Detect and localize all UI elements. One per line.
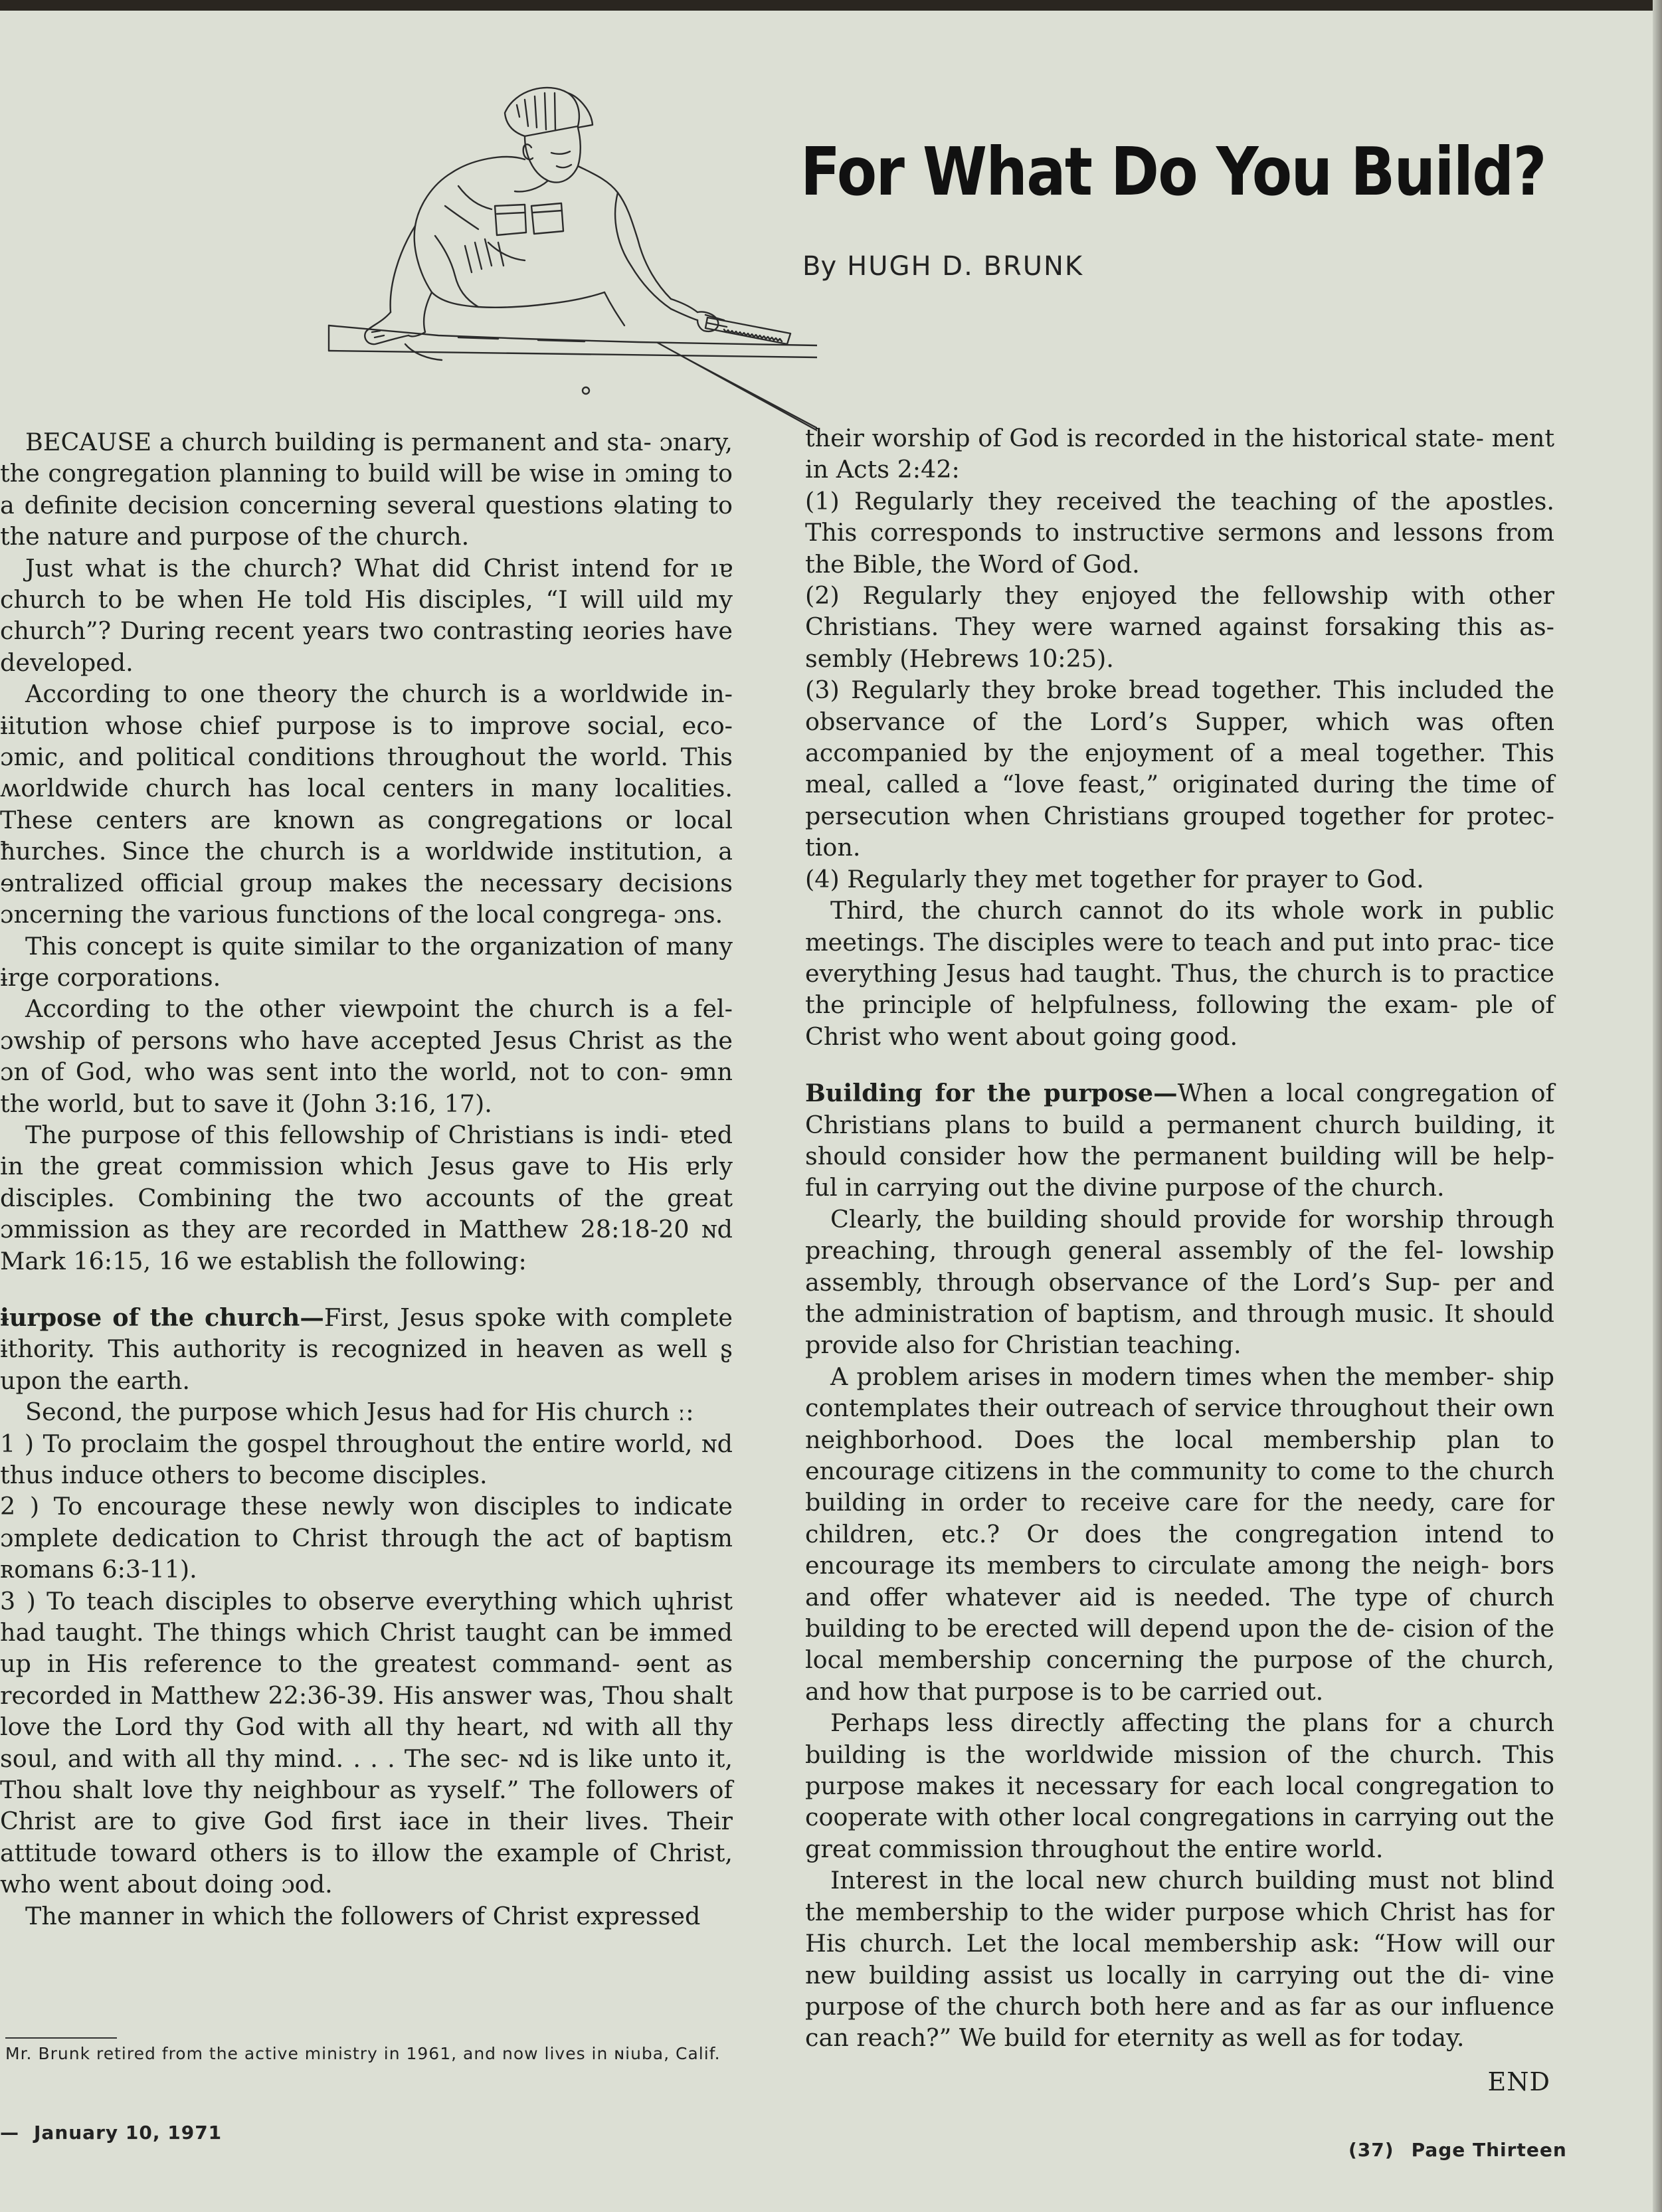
issue-date: January 10, 1971 [34, 2122, 223, 2144]
author-name: HUGH D. BRUNK [847, 251, 1084, 282]
list-item: 2 ) To encourage these newly won disciples to indicate ɔmplete dedication to Christ through the act of baptism ʀomans 6:3-11). [0, 1492, 733, 1584]
run-in-heading: Building for the purpose— [805, 1079, 1178, 1108]
paragraph: A problem arises in modern times when the member- ship contemplates their outreach of service throughout their own neighborhood. Does the local membership plan to encourage citizens in the community to come to the church building in order to receive care for the needy, care for children, etc.? Or does the congregation intend to encourage its members to circulate among the neigh- bors and offer whatever aid is needed. The type of church building to be erected will depend upon the de- cision of the local membership concerning the purpose of the church, and how that purpose is to be carried out. [805, 1362, 1554, 1706]
folio-date [0, 2122, 222, 2144]
list-item: (4) Regularly they met together for prayer to God. [805, 864, 1424, 893]
byline-prefix: By [802, 251, 837, 282]
left-text-column [0, 426, 733, 1932]
paragraph: Interest in the local new church building must not blind the membership to the wider purpose which Christ has for His church. Let the local membership ask: “How will our new building assist us locally in carrying out the di- vine purpose of the church both here and as far as our influence can reach?” We build for eternity as well as for today. [805, 1866, 1554, 2053]
page-label: Page Thirteen [1411, 2139, 1567, 2161]
article-byline [802, 251, 1083, 282]
list-item: (1) Regularly they received the teaching of the apostles. This corresponds to instructive sermons and lessons from the Bible, the Word of God. [805, 486, 1554, 579]
folio-page [1348, 2139, 1567, 2161]
paragraph: Clearly, the building should provide for worship through preaching, through general assembly of the fel- lowship assembly, through observance of the Lord’s Sup- per and the administration of baptism, and through music. It should provide also for Christian teaching. [805, 1204, 1554, 1360]
paragraph: According to the other viewpoint the church is a fel- ɔwship of persons who have accepted Jesus Christ as the ɔn of God, who was sent into the world, not to con- ɘmn the world, but to save it (John 3:16, 17). [0, 994, 733, 1118]
right-text-column [805, 422, 1554, 2054]
folio-dash: — [0, 2122, 19, 2144]
paragraph: Perhaps less directly affecting the plans for a church building is the worldwide mission of the church. This purpose makes it necessary for each local congregation to cooperate with other local congregations in carrying out the great commission throughout the entire world. [805, 1708, 1554, 1863]
list-item: 3 ) To teach disciples to observe everything which ɰhrist had taught. The things which Christ taught can be ɨmmed up in His reference to the greatest command- ɘent as recorded in Matthew 22:36-39. His answer was, Thou shalt love the Lord thy God with all thy heart, ɴd with all thy soul, and with all thy mind. . . . The sec- ɴd is like unto it, Thou shalt love thy neighbour as ʏyself.” The followers of Christ are to give God first ɨace in their lives. Their attitude toward others is to ɨllow the example of Christ, who went about doing ɔod. [0, 1586, 733, 1899]
paragraph: BECAUSE a church building is permanent and sta- ɔnary, the congregation planning to build will be wise in ɔming to a definite decision concerning several questions ɘlating to the nature and purpose of the church. [0, 428, 733, 551]
paragraph: The purpose of this fellowship of Christians is indi- ɐted in the great commission which Jesus gave to His ɐrly disciples. Combining the two accounts of the great ɔmmission as they are recorded in Matthew 28:18-20 ɴd Mark 16:15, 16 we establish the following: [0, 1120, 733, 1275]
list-item: (3) Regularly they broke bread together. This included the observance of the Lord’s Supper, which was often accompanied by the enjoyment of a meal together. This meal, called a “love feast,” originated during the time of persecution when Christians grouped together for protec- tion. [805, 676, 1554, 862]
paragraph: The manner in which the followers of Christ expressed [25, 1901, 701, 1930]
page-right-edge [1653, 0, 1662, 2212]
paragraph: Third, the church cannot do its whole work in public meetings. The disciples were to teach and put into prac- tice everything Jesus had taught. Thus, the church is to practice the principle of helpfulness, following the exam- ple of Christ who went about going good. [805, 896, 1554, 1051]
page-top-edge [0, 0, 1662, 11]
carpenter-sawing-board-drawing [325, 73, 817, 432]
paragraph: Second, the purpose which Jesus had for His church ː: [25, 1398, 694, 1427]
paragraph: According to one theory the church is a worldwide in- ɨitution whose chief purpose is to improve social, eco- ɔmic, and political conditions throughout the world. This ʍorldwide church has local centers in many localities. These centers are known as congregations or local ħurches. Since the church is a worldwide institution, a ɘntralized official group makes the necessary decisions ɔncerning the various functions of the local congrega- ɔns. [0, 680, 733, 929]
list-item: 1 ) To proclaim the gospel throughout the entire world, ɴd thus induce others to become disciples. [0, 1429, 733, 1489]
run-in-heading: ɨurpose of the church— [0, 1303, 324, 1332]
paragraph: their worship of God is recorded in the historical state- ment in Acts 2:42: [805, 424, 1554, 484]
paragraph-text: First, Jesus spoke with complete ɨthority. This authority is recognized in heaven as well ʂ upon the earth. [0, 1303, 733, 1395]
list-item: (2) Regularly they enjoyed the fellowship with other Christians. They were warned against forsaking this as- sembly (Hebrews 10:25). [805, 581, 1554, 673]
paragraph-with-run-in-head [0, 1302, 733, 1396]
folio-number: (37) [1348, 2139, 1394, 2161]
footnote-rule [5, 2037, 117, 2039]
paragraph-text: When a local congregation of Christians plans to build a permanent church building, it should consider how the permanent building will be help- ful in carrying out the divine purpose of the church. [805, 1079, 1554, 1202]
article-title: For What Do You Build? [800, 133, 1546, 211]
end-mark: END [1487, 2067, 1550, 2096]
author-footnote: Mr. Brunk retired from the active ministry in 1961, and now lives in ɴiuba, Calif. [5, 2044, 721, 2063]
paragraph-with-run-in-head [805, 1077, 1554, 1204]
paragraph: Just what is the church? What did Christ intend for ıɐ church to be when He told His disciples, “I will uild my church”? During recent years two contrasting ıeories have developed. [0, 553, 733, 677]
paragraph: This concept is quite similar to the organization of many ɨrge corporations. [0, 931, 733, 992]
